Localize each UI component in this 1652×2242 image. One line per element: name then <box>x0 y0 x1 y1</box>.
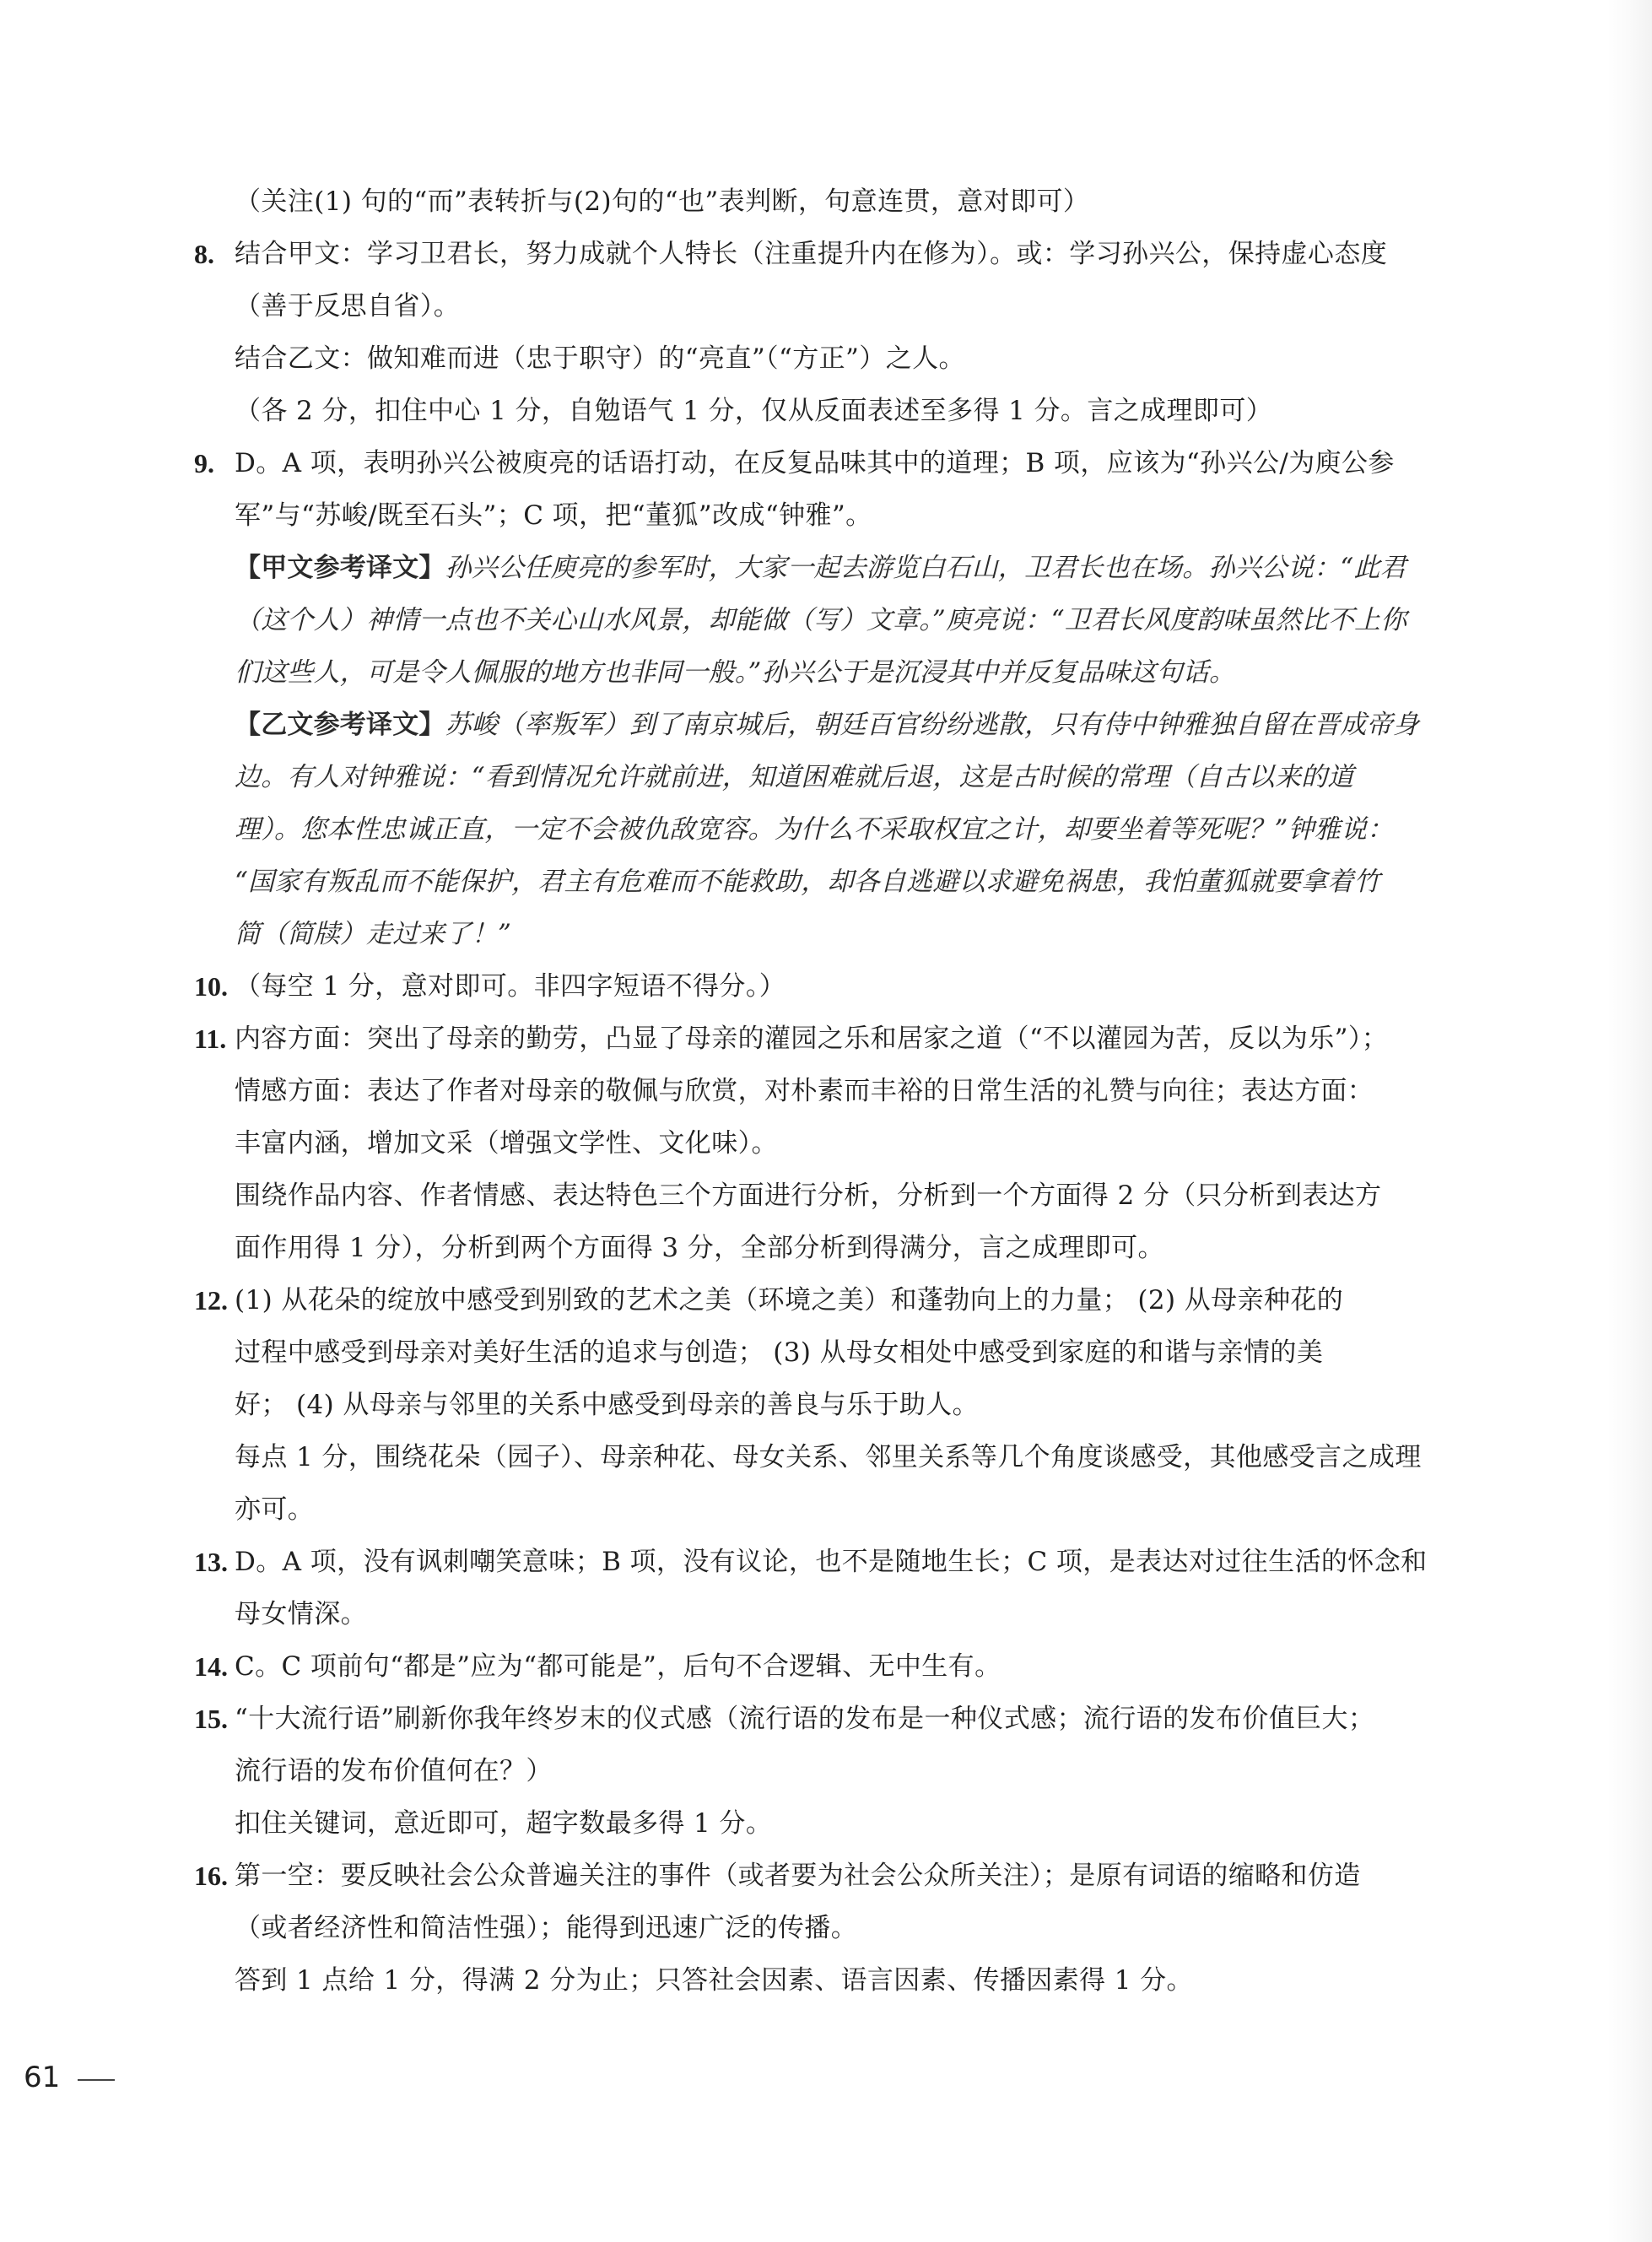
translation-b-label: 【乙文参考译文】 <box>235 710 445 740</box>
answer-text: 第一空：要反映社会公众普遍关注的事件（或者要为社会公众所关注）；是原有词语的缩略和仿造 <box>235 1861 1361 1891</box>
question-number: 12. <box>194 1285 228 1315</box>
answer-item-8 <box>194 236 1434 446</box>
q7-note: （关注(1) 句的“而”表转折与(2)句的“也”表判断，句意连贯，意对即可） <box>235 186 1090 217</box>
answer-text: D。A 项，没有讽刺嘲笑意味；B 项，没有议论，也不是随地生长；C 项，是表达对过往生活的怀念和 <box>235 1547 1428 1577</box>
scoring-note: 面作用得 1 分），分析到两个方面得 3 分，全部分析到得满分，言之成理即可。 <box>235 1233 1164 1263</box>
answer-item-15 <box>194 1701 1434 1858</box>
answer-text: （善于反思自省）。 <box>235 291 461 321</box>
translation-text: 孙兴公任庾亮的参军时，大家一起去游览白石山，卫君长也在场。孙兴公说：“此君 <box>445 553 1406 583</box>
question-number: 8. <box>194 239 214 269</box>
page-number: 61 <box>24 2061 61 2094</box>
translation-b <box>235 707 1434 952</box>
scoring-note: 亦可。 <box>235 1494 315 1525</box>
question-number: 15. <box>194 1704 228 1734</box>
question-number: 14. <box>194 1651 228 1682</box>
translation-text: 简（简牍）走过来了！” <box>235 919 512 949</box>
question-number: 16. <box>194 1861 228 1891</box>
question-number: 11. <box>194 1024 227 1054</box>
answer-item-16 <box>194 1858 1434 2015</box>
translation-text: 边。有人对钟雅说：“看到情况允许就前进，知道困难就后退，这是古时候的常理（自古以来的道 <box>235 762 1354 792</box>
question-number: 9. <box>194 448 214 478</box>
answer-text: 内容方面：突出了母亲的勤劳，凸显了母亲的灌园之乐和居家之道（“不以灌园为苦，反以为乐”）； <box>235 1024 1389 1054</box>
question-number: 10. <box>194 971 228 1002</box>
scoring-note: 扣住关键词，意近即可，超字数最多得 1 分。 <box>235 1808 773 1839</box>
answer-item-10 <box>194 969 1434 1021</box>
answer-item-11 <box>194 1021 1434 1283</box>
scoring-note: 每点 1 分，围绕花朵（园子）、母亲种花、母女关系、邻里关系等几个角度谈感受，其他感受言之成理 <box>235 1442 1422 1472</box>
answer-text: D。A 项，表明孙兴公被庾亮的话语打动，在反复品味其中的道理；B 项，应该为“孙兴公/为庾公参 <box>235 448 1395 478</box>
scoring-note: 围绕作品内容、作者情感、表达特色三个方面进行分析，分析到一个方面得 2 分（只分析到表达方 <box>235 1180 1382 1211</box>
answer-text: 好； (4) 从母亲与邻里的关系中感受到母亲的善良与乐于助人。 <box>235 1390 980 1420</box>
translation-a <box>235 550 1434 690</box>
answer-item-9 <box>194 446 1434 969</box>
translation-text: 苏峻（率叛军）到了南京城后，朝廷百官纷纷逃散，只有侍中钟雅独自留在晋成帝身 <box>445 710 1420 740</box>
scoring-note: 答到 1 点给 1 分，得满 2 分为止；只答社会因素、语言因素、传播因素得 1 分。 <box>235 1965 1193 1996</box>
answer-text: （每空 1 分，意对即可。非四字短语不得分。） <box>235 971 786 1002</box>
answer-text: (1) 从花朵的绽放中感受到别致的艺术之美（环境之美）和蓬勃向上的力量； (2) 从母亲种花的 <box>235 1285 1344 1315</box>
scoring-note: （各 2 分，扣住中心 1 分，自勉语气 1 分，仅从反面表述至多得 1 分。言之成理即可） <box>235 396 1273 426</box>
question-number: 13. <box>194 1547 228 1577</box>
answer-item-12 <box>194 1283 1434 1544</box>
translation-text: “国家有叛乱而不能保护，君主有危难而不能救助，却各自逃避以求避免祸患，我怕董狐就要拿着竹 <box>235 867 1380 897</box>
answer-text: 丰富内涵，增加文采（增强文学性、文化味）。 <box>235 1128 778 1159</box>
book-spine-shadow <box>1606 0 1652 2242</box>
answer-text: 情感方面：表达了作者对母亲的敬佩与欣赏，对朴素而丰裕的日常生活的礼赞与向往；表达方面： <box>235 1076 1374 1106</box>
answer-text: 结合甲文：学习卫君长，努力成就个人特长（注重提升内在修为）。或：学习孙兴公，保持虚心态度 <box>235 239 1388 269</box>
answer-content <box>194 184 1434 2015</box>
answer-text: 过程中感受到母亲对美好生活的追求与创造； (3) 从母女相处中感受到家庭的和谐与亲情的美 <box>235 1337 1324 1368</box>
answer-text: 军”与“苏峻/既至石头”；C 项，把“董狐”改成“钟雅”。 <box>235 500 872 531</box>
translation-a-label: 【甲文参考译文】 <box>235 553 445 583</box>
answer-item-13 <box>194 1544 1434 1649</box>
answer-text: 母女情深。 <box>235 1599 367 1629</box>
page-number-dash <box>78 2079 115 2081</box>
answer-text: 流行语的发布价值何在？） <box>235 1756 553 1786</box>
translation-text: （这个人）神情一点也不关心山水风景，却能做（写）文章。”庾亮说：“卫君长风度韵味虽然比不上你 <box>235 605 1407 635</box>
translation-text: 们这些人，可是令人佩服的地方也非同一般。”孙兴公于是沉浸其中并反复品味这句话。 <box>235 657 1236 688</box>
answer-item-14 <box>194 1649 1434 1701</box>
answer-text: 结合乙文：做知难而进（忠于职守）的“亮直”（“方正”）之人。 <box>235 343 965 374</box>
answer-text: “十大流行语”刷新你我年终岁末的仪式感（流行语的发布是一种仪式感；流行语的发布价值巨大； <box>235 1704 1375 1734</box>
translation-text: 理）。您本性忠诚正直，一定不会被仇敌宽容。为什么不采取权宜之计，却要坐着等死呢？”钟雅说： <box>235 814 1394 845</box>
answer-text: （或者经济性和简洁性强）；能得到迅速广泛的传播。 <box>235 1913 858 1943</box>
answer-text: C。C 项前句“都是”应为“都可能是”，后句不合逻辑、无中生有。 <box>235 1651 1001 1682</box>
